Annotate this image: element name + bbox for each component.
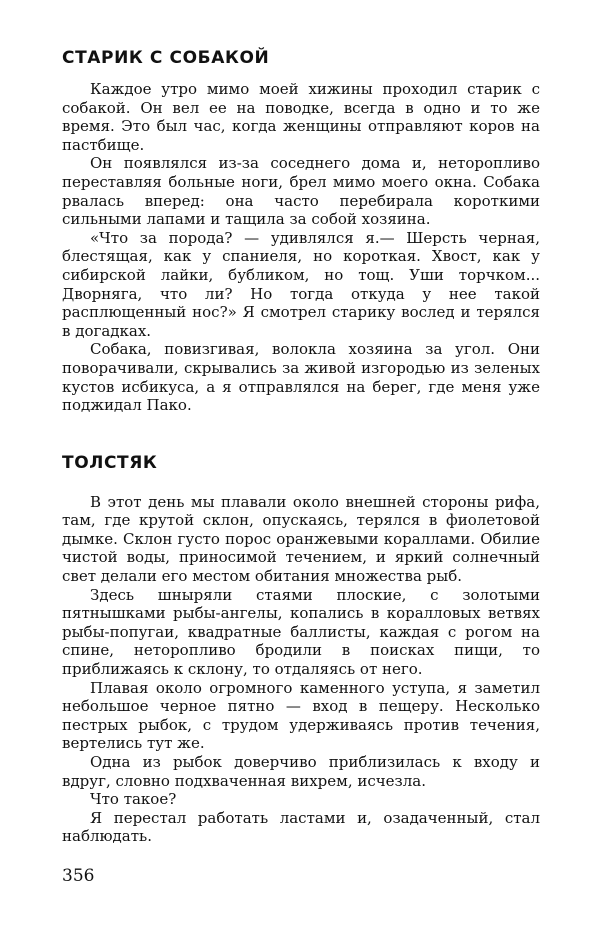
paragraph: Собака, повизгивая, волокла хозяина за угол. Они поворачивали, скрывались за живой изгородью из зеленых кустов исбикуса, а я отправлялся на берег, где меня уже поджидал Пако. — [62, 340, 540, 415]
page-number: 356 — [62, 866, 95, 886]
paragraph: «Что за порода? — удивлялся я.— Шерсть черная, блестящая, как у спаниеля, но короткая. Хвост, как у сибирской лайки, бубликом, но тощ. Уши торчком... Дворняга, что ли? Но тогда откуда у нее такой расплющенный нос?» Я смотрел старику вослед и терялся в догадках. — [62, 228, 540, 340]
paragraph: Одна из рыбок доверчиво приблизилась к входу и вдруг, словно подхваченная вихрем, исчезла. — [62, 753, 540, 790]
page-content — [62, 40, 540, 846]
paragraph: В этот день мы плавали около внешней стороны рифа, там, где крутой склон, опускаясь, терялся в фиолетовой дымке. Склон густо порос оранжевыми кораллами. Обилие чистой воды, приносимой течением, и яркий солнечный свет делали его местом обитания множества рыб. — [62, 492, 540, 586]
section-title-old-man-with-dog: СТАРИК С СОБАКОЙ — [62, 48, 270, 68]
paragraph: Он появлялся из-за соседнего дома и, неторопливо переставляя больные ноги, брел мимо моего окна. Собака рвалась вперед: она часто перебирала короткими сильными лапами и тащила за собой хозяина. — [62, 154, 540, 229]
paragraph: Что такое? — [90, 790, 177, 809]
paragraph: Я перестал работать ластами и, озадаченный, стал наблюдать. — [62, 808, 540, 846]
paragraph: Здесь шныряли стаями плоские, с золотыми пятнышками рыбы-ангелы, копались в коралловых ветвях рыбы-попугаи, квадратные баллисты, каждая с рогом на спине, неторопливо бродили в поисках пищи, то приближаясь к склону, то отдаляясь от него. — [62, 585, 540, 679]
section-title-fat-man: ТОЛСТЯК — [62, 452, 158, 473]
paragraph: Плавая около огромного каменного уступа, я заметил небольшое черное пятно — вход в пещеру. Несколько пестрых рыбок, с трудом удерживаясь против течения, вертелись тут же. — [62, 678, 540, 753]
paragraph: Каждое утро мимо моей хижины проходил старик с собакой. Он вел ее на поводке, всегда в одно и то же время. Это был час, когда женщины отправляют коров на пастбище. — [62, 80, 540, 154]
